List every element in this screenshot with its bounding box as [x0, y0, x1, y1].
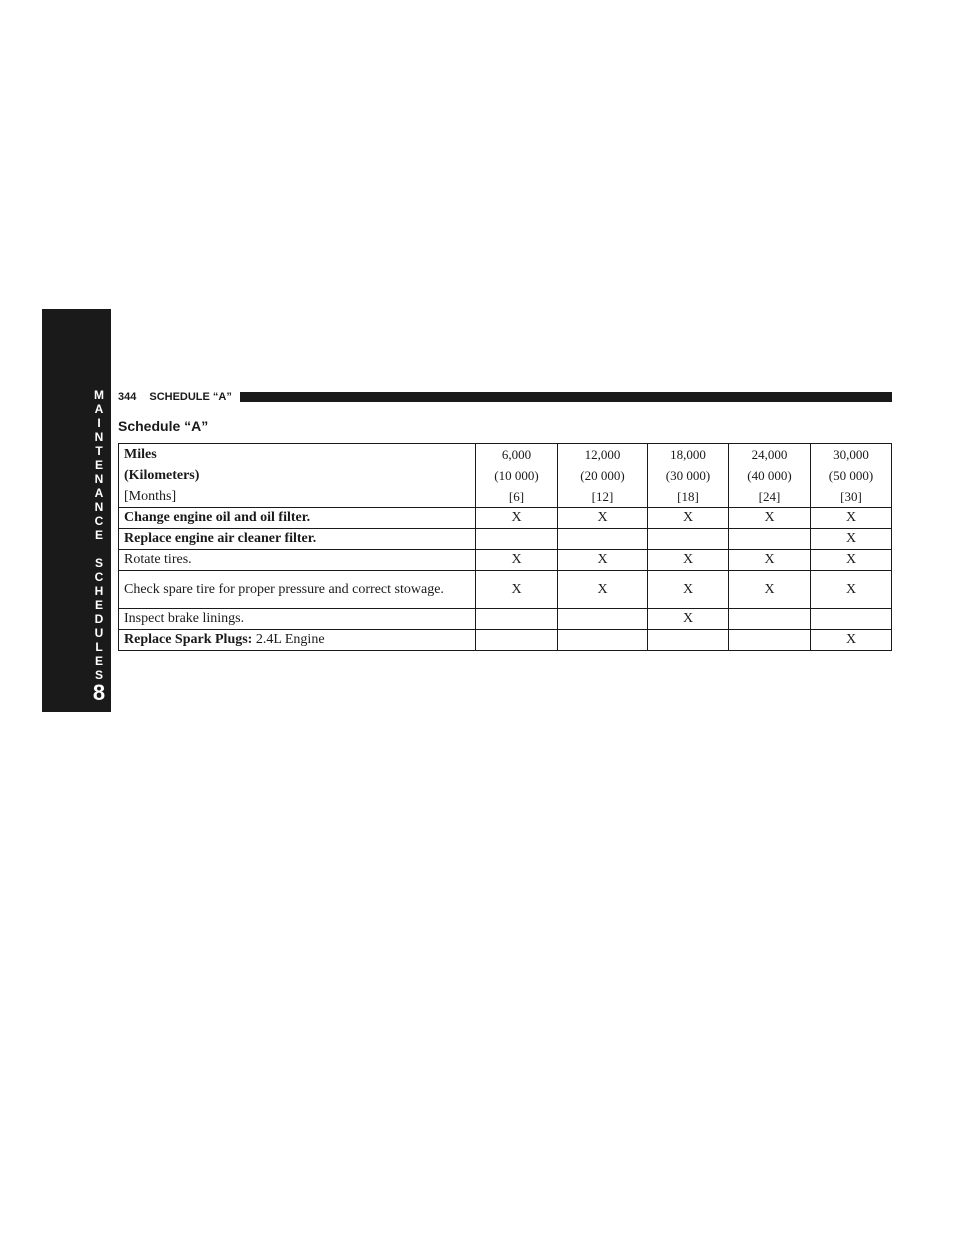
side-letter: N	[94, 472, 104, 486]
side-letter: S	[94, 556, 103, 570]
side-letter: T	[95, 444, 103, 458]
interval-column-header	[729, 444, 811, 508]
side-letter: I	[97, 416, 101, 430]
schedule-mark: X	[648, 550, 729, 571]
task-cell	[119, 630, 476, 651]
table-header-row	[119, 444, 892, 508]
interval-months: [18]	[677, 489, 699, 504]
table-row	[119, 630, 892, 651]
interval-column-header	[811, 444, 892, 508]
interval-km: (20 000)	[580, 468, 625, 483]
table-row	[119, 609, 892, 630]
task-cell	[119, 550, 476, 571]
schedule-mark: X	[476, 571, 558, 609]
interval-km: (50 000)	[828, 468, 874, 483]
schedule-mark: X	[476, 508, 558, 529]
side-letter: M	[94, 388, 104, 402]
schedule-mark	[648, 630, 729, 651]
side-letter: E	[94, 654, 103, 668]
table-row	[119, 529, 892, 550]
side-letter: E	[94, 458, 103, 472]
interval-miles: 6,000	[501, 447, 532, 462]
interval-column-header	[558, 444, 648, 508]
side-letter: C	[94, 514, 104, 528]
months-label: [Months]	[124, 489, 177, 504]
running-head-title: SCHEDULE “A”	[149, 391, 232, 403]
schedule-mark: X	[811, 630, 892, 651]
task-cell	[119, 609, 476, 630]
schedule-mark: X	[558, 571, 648, 609]
task-bold-label: Replace Spark Plugs:	[124, 632, 253, 647]
interval-miles: 24,000	[751, 447, 788, 462]
schedule-mark: X	[729, 571, 811, 609]
task-bold-label: Replace engine air cleaner filter.	[124, 531, 317, 546]
schedule-mark: X	[729, 550, 811, 571]
side-letter-gap	[88, 542, 110, 556]
side-letter: C	[94, 570, 104, 584]
task-bold-label: Change engine oil and oil filter.	[124, 510, 311, 525]
side-letter: H	[94, 584, 104, 598]
miles-label: Miles	[124, 447, 157, 462]
running-head-rule	[240, 392, 892, 402]
interval-months: [6]	[508, 489, 525, 504]
task-label: Inspect brake linings.	[124, 611, 245, 626]
schedule-mark: X	[811, 550, 892, 571]
side-letter: E	[94, 528, 103, 542]
schedule-mark	[648, 529, 729, 550]
schedule-mark	[476, 630, 558, 651]
interval-miles: 18,000	[670, 447, 706, 462]
table-row	[119, 550, 892, 571]
running-head	[118, 389, 892, 405]
side-letter: E	[94, 598, 103, 612]
interval-months: [30]	[840, 489, 862, 504]
side-letter: N	[94, 430, 104, 444]
side-letter: N	[94, 500, 104, 514]
interval-months: [12]	[591, 489, 614, 504]
table-row	[119, 571, 892, 609]
interval-column-header	[476, 444, 558, 508]
section-title: Schedule “A”	[118, 418, 209, 434]
task-cell	[119, 529, 476, 550]
schedule-mark: X	[558, 550, 648, 571]
side-letter: S	[94, 668, 103, 682]
interval-miles: 30,000	[833, 447, 869, 462]
schedule-mark: X	[811, 571, 892, 609]
schedule-mark: X	[648, 508, 729, 529]
task-label: 2.4L Engine	[252, 632, 325, 647]
side-letter: U	[94, 626, 104, 640]
schedule-mark	[729, 630, 811, 651]
task-cell	[119, 508, 476, 529]
side-letter: L	[95, 640, 103, 654]
schedule-mark	[729, 609, 811, 630]
interval-column-header	[648, 444, 729, 508]
schedule-mark: X	[558, 508, 648, 529]
schedule-mark	[558, 529, 648, 550]
schedule-mark: X	[811, 508, 892, 529]
schedule-mark: X	[648, 571, 729, 609]
task-label: Rotate tires.	[124, 552, 192, 567]
schedule-mark	[729, 529, 811, 550]
interval-km: (40 000)	[747, 468, 792, 483]
schedule-mark	[476, 609, 558, 630]
schedule-mark: X	[811, 529, 892, 550]
chapter-side-tab-title	[88, 388, 110, 682]
interval-km: (10 000)	[494, 468, 539, 483]
schedule-mark	[558, 609, 648, 630]
task-label: Check spare tire for proper pressure and correct stowage.	[124, 581, 444, 597]
schedule-mark: X	[476, 550, 558, 571]
maintenance-schedule-table	[118, 443, 892, 651]
page-number: 344	[118, 391, 137, 403]
schedule-mark: X	[729, 508, 811, 529]
interval-miles: 12,000	[584, 447, 621, 462]
interval-km: (30 000)	[665, 468, 711, 483]
schedule-mark	[476, 529, 558, 550]
interval-months: [24]	[758, 489, 781, 504]
side-letter: D	[94, 612, 104, 626]
side-letter: A	[94, 486, 104, 500]
kilometers-label: (Kilometers)	[124, 468, 200, 483]
header-interval-labels	[119, 444, 476, 508]
schedule-mark	[558, 630, 648, 651]
side-letter: A	[94, 402, 104, 416]
schedule-mark	[811, 609, 892, 630]
chapter-number: 8	[92, 680, 106, 705]
schedule-mark: X	[648, 609, 729, 630]
task-cell	[119, 571, 476, 609]
table-row	[119, 508, 892, 529]
